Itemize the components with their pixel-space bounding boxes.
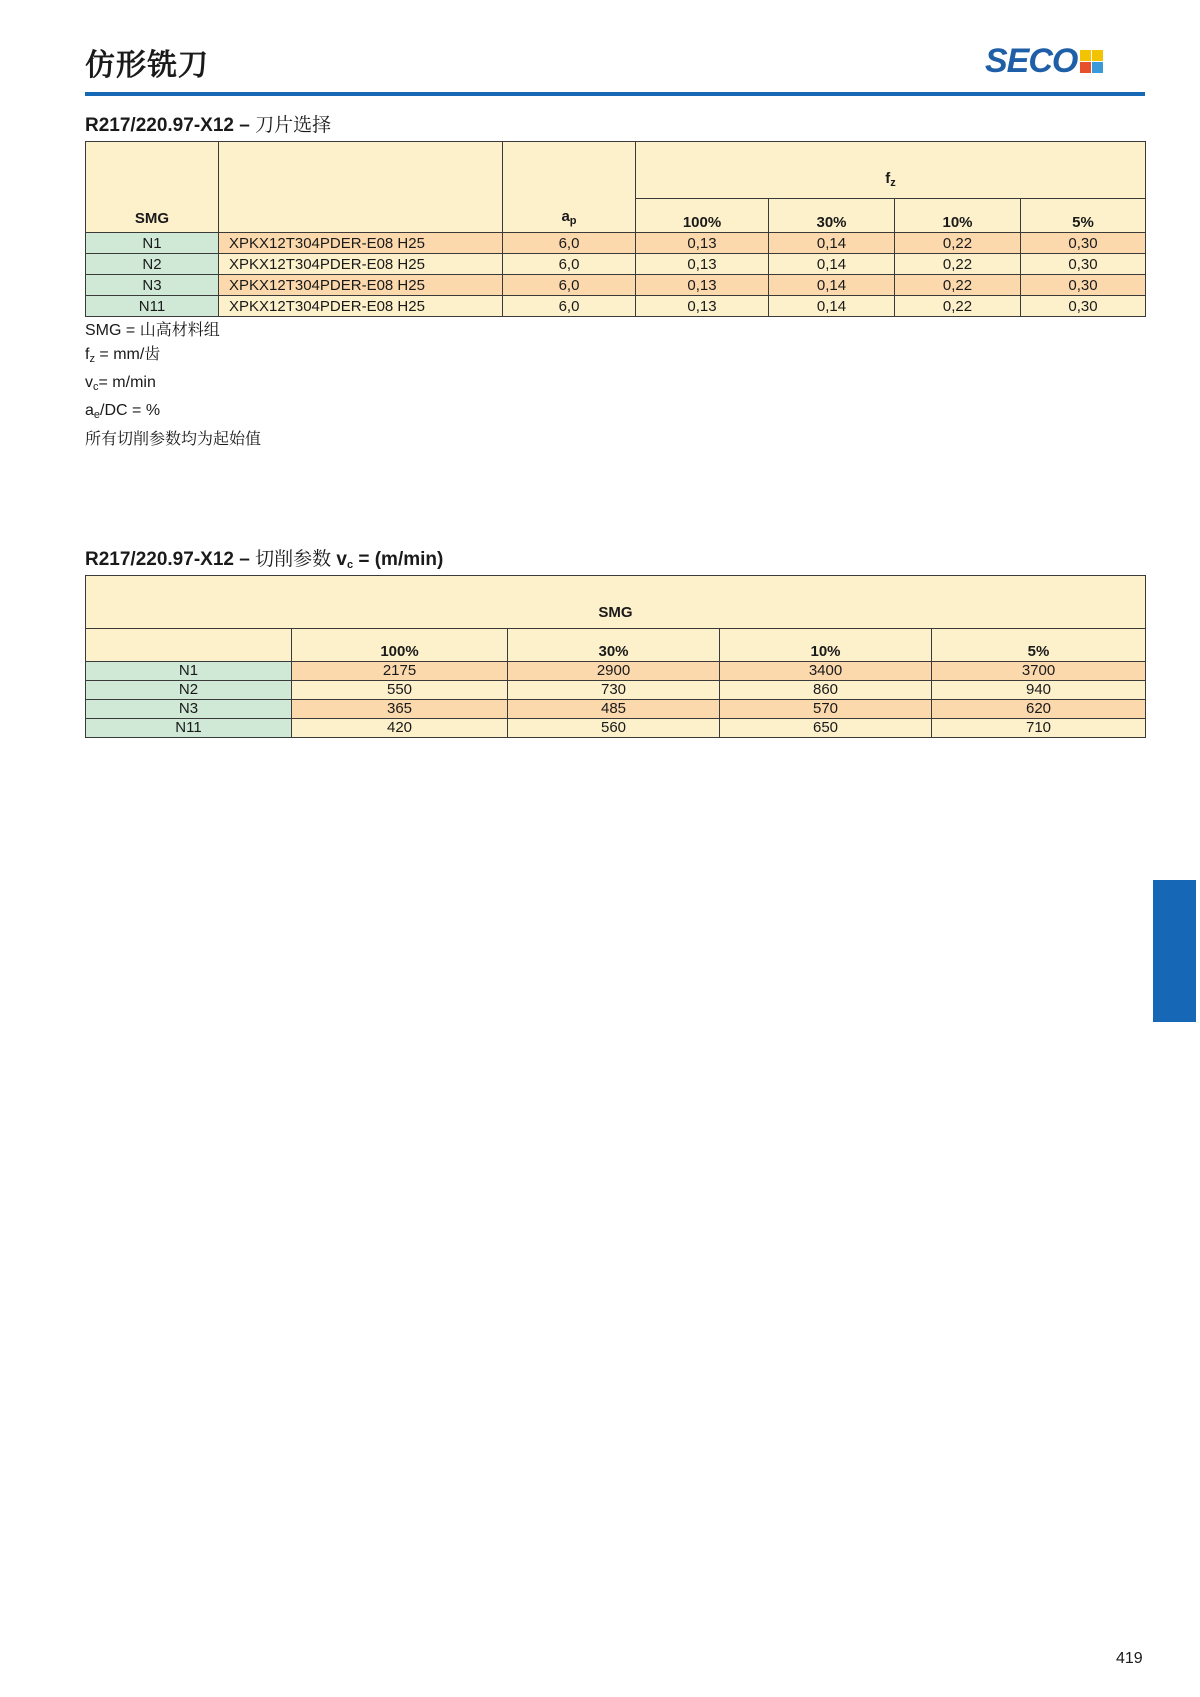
table-row (86, 662, 1146, 681)
fz-cell: 0,13 (636, 233, 769, 254)
ap-cell: 6,0 (503, 296, 636, 317)
legend (85, 318, 261, 450)
legend-line-smg: SMG = 山高材料组 (85, 320, 220, 339)
vc-cell: 860 (720, 681, 932, 700)
fz-cell: 0,30 (1021, 233, 1146, 254)
header-smg: SMG (86, 142, 219, 233)
fz-cell: 0,22 (895, 254, 1021, 275)
side-chapter-tab (1153, 880, 1196, 1022)
brand-wordmark: SECO (985, 42, 1078, 80)
vc-cell: 2900 (508, 662, 720, 681)
header-ap: $a_p$ (503, 142, 636, 233)
legend-line-note: 所有切削参数均为起始值 (85, 429, 262, 448)
legend-line-ae: $a_e/DC$ = % (85, 402, 161, 421)
insert-selection-table (85, 141, 1146, 317)
header-5: 5% (932, 629, 1146, 662)
section-title-insert-selection: R217/220.97-X12 – 刀片选择 (85, 114, 332, 136)
brand-squares-icon (1080, 50, 1103, 73)
fz-cell: 0,14 (769, 254, 895, 275)
header-fz-30: 30% (769, 199, 895, 233)
vc-cell: 485 (508, 700, 720, 719)
fz-cell: 0,13 (636, 254, 769, 275)
header-10: 10% (720, 629, 932, 662)
ap-cell: 6,0 (503, 233, 636, 254)
header-fz-10: 10% (895, 199, 1021, 233)
vc-cell: 3700 (932, 662, 1146, 681)
header-100: 100% (292, 629, 508, 662)
header-fz: $f_z$ (636, 142, 1146, 199)
fz-cell: 0,13 (636, 296, 769, 317)
header-fz-5: 5% (1021, 199, 1146, 233)
table-row (86, 700, 1146, 719)
table-row (86, 233, 1146, 254)
fz-cell: 0,30 (1021, 275, 1146, 296)
vc-cell: 365 (292, 700, 508, 719)
smg-cell: N2 (86, 681, 292, 700)
smg-cell: N2 (86, 254, 219, 275)
table-row (86, 254, 1146, 275)
fz-cell: 0,13 (636, 275, 769, 296)
fz-cell: 0,14 (769, 275, 895, 296)
insert-cell: XPKX12T304PDER-E08 H25 (219, 296, 503, 317)
smg-cell: N11 (86, 296, 219, 317)
smg-cell: N1 (86, 233, 219, 254)
header-rule (85, 92, 1145, 96)
vc-cell: 570 (720, 700, 932, 719)
fz-cell: 0,22 (895, 275, 1021, 296)
legend-line-fz: $f_z = mm/$齿 (85, 344, 161, 365)
insert-cell: XPKX12T304PDER-E08 H25 (219, 233, 503, 254)
header-30: 30% (508, 629, 720, 662)
header-empty (86, 629, 292, 662)
fz-cell: 0,22 (895, 296, 1021, 317)
header-fz-100: 100% (636, 199, 769, 233)
header-smg: SMG (86, 576, 1146, 629)
vc-cell: 420 (292, 719, 508, 738)
table-row (86, 719, 1146, 738)
ap-cell: 6,0 (503, 254, 636, 275)
ap-cell: 6,0 (503, 275, 636, 296)
fz-cell: 0,30 (1021, 254, 1146, 275)
header-insert (219, 142, 503, 233)
smg-cell: N3 (86, 275, 219, 296)
vc-cell: 620 (932, 700, 1146, 719)
cutting-speed-table (85, 575, 1146, 738)
table-row (86, 681, 1146, 700)
vc-cell: 3400 (720, 662, 932, 681)
seco-logo (985, 44, 1103, 78)
vc-cell: 2175 (292, 662, 508, 681)
smg-cell: N11 (86, 719, 292, 738)
table-row (86, 296, 1146, 317)
vc-cell: 650 (720, 719, 932, 738)
vc-cell: 730 (508, 681, 720, 700)
legend-line-vc: $v_c= m/\min$ (85, 374, 156, 393)
page-number: 419 (1116, 1650, 1143, 1667)
smg-cell: N3 (86, 700, 292, 719)
insert-cell: XPKX12T304PDER-E08 H25 (219, 275, 503, 296)
insert-cell: XPKX12T304PDER-E08 H25 (219, 254, 503, 275)
page-title: 仿形铣刀 (85, 48, 209, 83)
fz-cell: 0,14 (769, 233, 895, 254)
smg-cell: N1 (86, 662, 292, 681)
fz-cell: 0,22 (895, 233, 1021, 254)
table-row (86, 275, 1146, 296)
vc-cell: 560 (508, 719, 720, 738)
section-title-cutting-data: R217/220.97-X12 – 切削参数 $v_c = (m/\min)$ (85, 548, 444, 571)
fz-cell: 0,14 (769, 296, 895, 317)
vc-cell: 940 (932, 681, 1146, 700)
fz-cell: 0,30 (1021, 296, 1146, 317)
vc-cell: 710 (932, 719, 1146, 738)
vc-cell: 550 (292, 681, 508, 700)
